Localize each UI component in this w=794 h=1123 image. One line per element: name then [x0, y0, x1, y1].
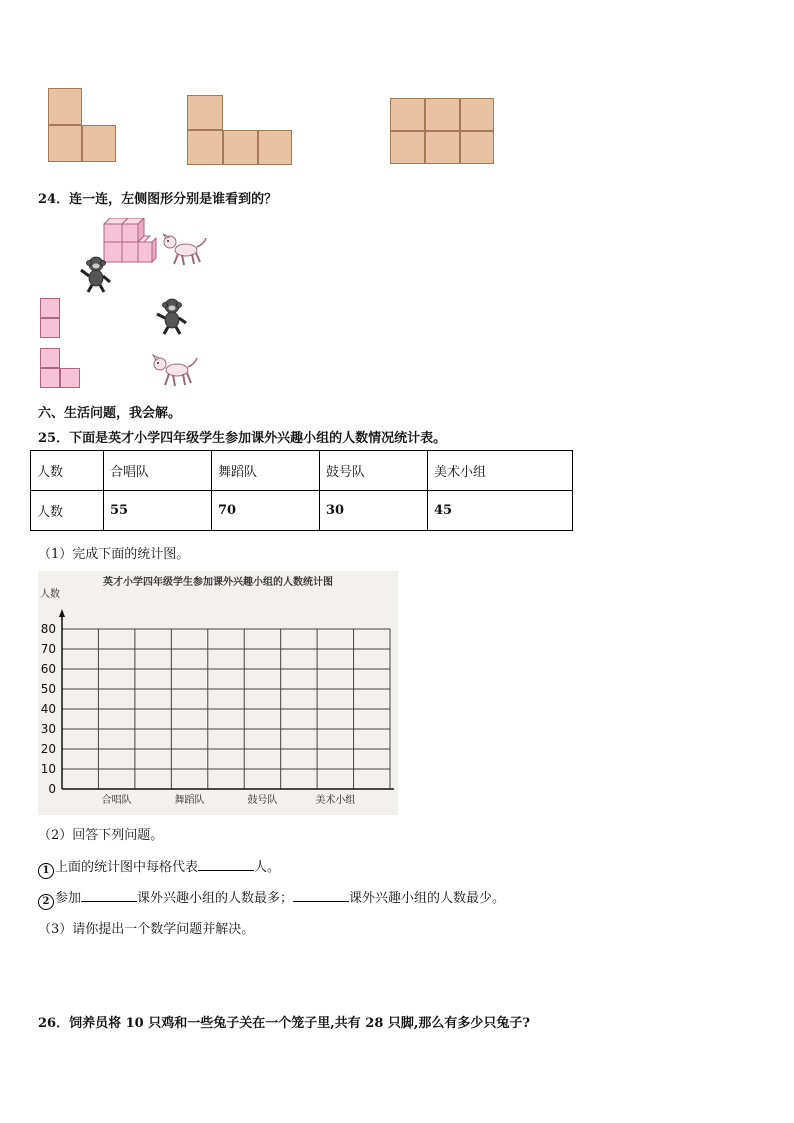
- part-2-label: （2）回答下列问题。: [38, 828, 164, 843]
- section-6-title: 六、生活问题，我会解。: [38, 406, 182, 421]
- answer-blank[interactable]: [81, 889, 137, 902]
- x-tick-label: 鼓号队: [247, 795, 278, 806]
- table-cell: 美术小组: [428, 451, 573, 491]
- q2-text-c: 课外兴趣小组的人数最少。: [349, 891, 506, 906]
- y-axis-label: 人数: [40, 589, 60, 600]
- y-tick-label: 20: [40, 742, 56, 756]
- table-cell: 人数: [31, 491, 104, 531]
- q2-text-b: 课外兴趣小组的人数最多；: [137, 891, 294, 906]
- monkey-icon: [76, 254, 116, 294]
- dog-icon: [150, 352, 200, 390]
- table-cell: 55: [104, 491, 212, 531]
- question-25-title: 25．下面是英才小学四年级学生参加课外兴趣小组的人数情况统计表。: [38, 431, 447, 446]
- table-cell: 舞蹈队: [212, 451, 320, 491]
- q1-text-before: 上面的统计图中每格代表: [55, 860, 199, 875]
- x-tick-label: 合唱队: [101, 795, 132, 806]
- part-1-label: （1）完成下面的统计图。: [38, 547, 190, 562]
- circled-number: 2: [38, 894, 54, 910]
- table-row: [31, 451, 573, 491]
- y-tick-label: 80: [40, 622, 56, 636]
- dog-icon: [160, 232, 208, 268]
- circled-number: 1: [38, 863, 54, 879]
- q1-text-after: 人。: [254, 860, 281, 875]
- table-row: [31, 491, 573, 531]
- question-24-title: 24．连一连，左侧图形分别是谁看到的？: [38, 192, 278, 207]
- y-tick-label: 30: [40, 722, 56, 736]
- table-cell: 45: [428, 491, 573, 531]
- answer-blank[interactable]: [293, 889, 349, 902]
- x-tick-label: 舞蹈队: [174, 795, 205, 806]
- bar-chart-svg: [38, 571, 398, 815]
- sub-question-2: [38, 887, 505, 910]
- bar-chart: [38, 571, 398, 815]
- y-tick-label: 70: [40, 642, 56, 656]
- stats-table: [30, 450, 573, 531]
- sub-question-1: [38, 856, 280, 879]
- table-cell: 鼓号队: [320, 451, 428, 491]
- part-3-label: （3）请你提出一个数学问题并解决。: [38, 922, 255, 937]
- x-tick-label: 美术小组: [315, 795, 356, 806]
- table-cell: 30: [320, 491, 428, 531]
- question-26-title: 26．饲养员将 10 只鸡和一些兔子关在一个笼子里,共有 28 只脚,那么有多少只兔子?: [38, 1016, 531, 1031]
- table-cell: 70: [212, 491, 320, 531]
- y-tick-label: 0: [48, 782, 56, 796]
- answer-blank[interactable]: [198, 858, 254, 871]
- monkey-icon: [152, 296, 192, 336]
- table-cell: 人数: [31, 451, 104, 491]
- y-tick-label: 40: [40, 702, 56, 716]
- table-cell: 合唱队: [104, 451, 212, 491]
- q2-text-a: 参加: [55, 891, 82, 906]
- y-tick-label: 60: [40, 662, 56, 676]
- chart-title: 英才小学四年级学生参加课外兴趣小组的人数统计图: [103, 577, 333, 588]
- y-tick-label: 10: [40, 762, 56, 776]
- y-tick-label: 50: [40, 682, 56, 696]
- y-axis-arrow: [59, 609, 65, 617]
